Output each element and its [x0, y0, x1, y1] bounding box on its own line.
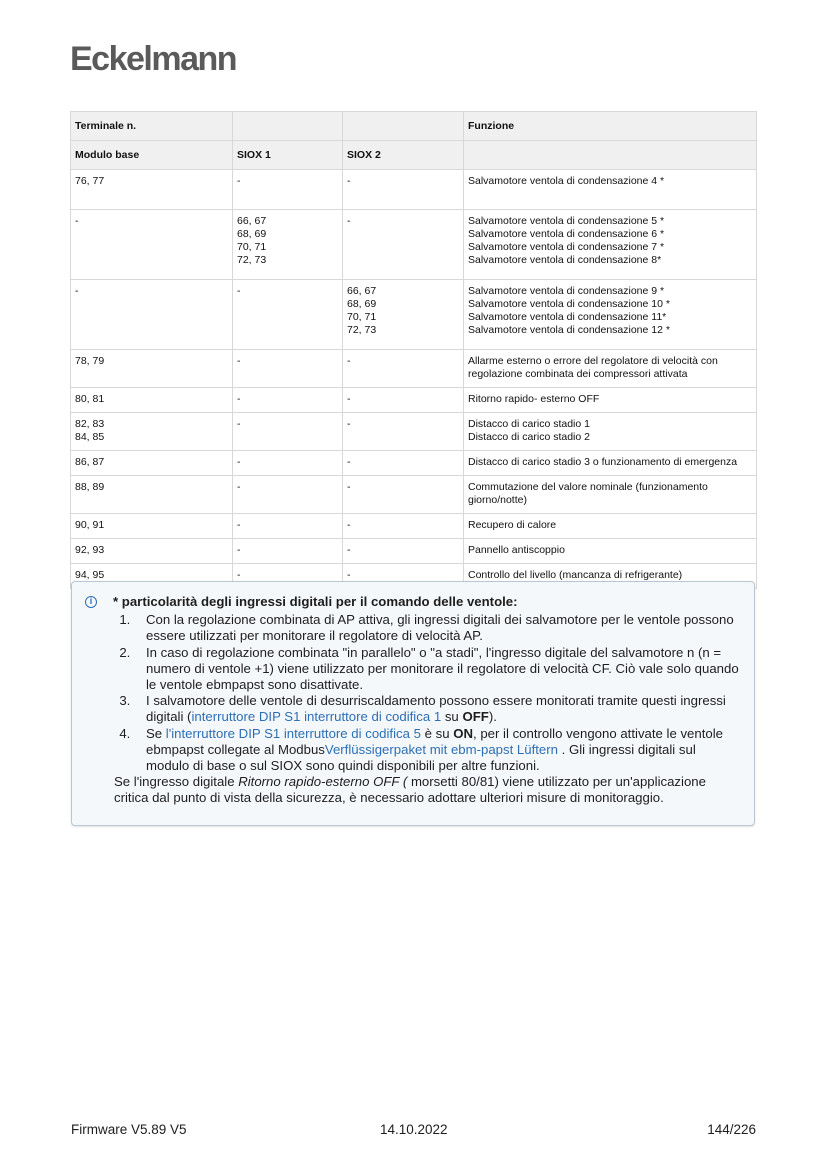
cell-line: Pannello antiscoppio	[468, 544, 565, 556]
cell-function	[464, 476, 757, 514]
footer-firmware: Firmware V5.89 V5	[71, 1122, 187, 1137]
cell-function	[464, 413, 757, 451]
cell-line: Salvamotore ventola di condensazione 10 *	[468, 298, 670, 310]
closing-text: Se l'ingresso digitale	[114, 774, 239, 790]
note-item-2-text: In caso di regolazione combinata "in parallelo" o "a stadi", l'ingresso digitale del salvamotore n (n = numero di ventole +1) viene utilizzato per monitorare il regolatore di velocità CF. Ciò vale solo quando le ventole ebmpapst sono disattivate.	[146, 644, 739, 693]
cell-line: -	[347, 519, 351, 531]
header-empty	[233, 112, 343, 141]
cell-line: giorno/notte)	[468, 494, 527, 506]
table-row	[71, 170, 757, 210]
cell-line: Controllo del livello (mancanza di refrigerante)	[468, 569, 683, 581]
condenser-package-link[interactable]: Verflüssigerpaket mit ebm-papst Lüftern	[324, 741, 558, 757]
note-item-3	[134, 693, 740, 725]
eckelmann-logo: Eckelmann	[70, 40, 237, 78]
cell-base-module	[71, 476, 233, 514]
note-item-4	[134, 726, 740, 775]
cell-line: Salvamotore ventola di condensazione 11*	[468, 311, 667, 323]
note-item-3-text: I salvamotore delle ventole di desurriscaldamento possono essere monitorati tramite questi ingressi digitali (	[146, 693, 726, 725]
cell-line: 70, 71	[237, 241, 267, 253]
cell-siox1	[233, 170, 343, 210]
cell-line: regolazione combinata dei compressori attivata	[468, 368, 688, 380]
table-row	[71, 350, 757, 388]
cell-line: -	[237, 544, 241, 556]
header-siox2: SIOX 2	[343, 141, 464, 170]
cell-line: 80, 81	[75, 393, 105, 405]
table-row	[71, 210, 757, 280]
off-label: OFF	[462, 709, 489, 725]
cell-line: 86, 87	[75, 456, 105, 468]
note-item-4-text: , per il controllo vengono attivate le ventole ebmpapst collegate al Modbus	[146, 725, 723, 757]
cell-siox1	[233, 539, 343, 564]
cell-base-module	[71, 388, 233, 413]
cell-line: -	[237, 285, 241, 297]
cell-function	[464, 388, 757, 413]
cell-line: -	[237, 393, 241, 405]
table-row	[71, 539, 757, 564]
cell-line: 78, 79	[75, 355, 105, 367]
cell-function	[464, 280, 757, 350]
cell-line: -	[347, 481, 351, 493]
cell-line: 90, 91	[75, 519, 105, 531]
cell-line: Distacco di carico stadio 1	[468, 418, 590, 430]
closing-text: morsetti 80/81) viene utilizzato per un'applicazione critica dal punto di vista della sicurezza, è necessario adottare ulteriori misure di monitoraggio.	[114, 774, 706, 806]
cell-base-module	[71, 350, 233, 388]
cell-siox1	[233, 280, 343, 350]
note-item-4-text: Se	[146, 725, 166, 741]
table-row	[71, 476, 757, 514]
cell-base-module	[71, 514, 233, 539]
cell-siox2	[343, 388, 464, 413]
header-empty	[464, 141, 757, 170]
cell-line: Distacco di carico stadio 3 o funzionamento di emergenza	[468, 456, 738, 468]
cell-line: 66, 67	[347, 285, 377, 297]
cell-siox2	[343, 476, 464, 514]
cell-siox1	[233, 350, 343, 388]
cell-siox1	[233, 210, 343, 280]
table-header-row	[71, 112, 757, 141]
cell-siox2	[343, 350, 464, 388]
cell-siox1	[233, 388, 343, 413]
cell-line: -	[237, 175, 241, 187]
info-note-box	[71, 581, 755, 826]
cell-line: 70, 71	[347, 311, 377, 323]
cell-siox2	[343, 514, 464, 539]
cell-base-module	[71, 280, 233, 350]
header-siox1: SIOX 1	[233, 141, 343, 170]
header-empty	[343, 112, 464, 141]
info-icon: i	[85, 596, 97, 608]
cell-base-module	[71, 170, 233, 210]
cell-siox1	[233, 413, 343, 451]
cell-base-module	[71, 413, 233, 451]
cell-function	[464, 514, 757, 539]
cell-line: -	[75, 285, 79, 297]
cell-siox1	[233, 451, 343, 476]
note-item-3-text: ).	[488, 709, 497, 725]
cell-line: -	[237, 481, 241, 493]
note-item-2	[134, 645, 740, 694]
cell-line: Ritorno rapido- esterno OFF	[468, 393, 600, 405]
cell-line: -	[347, 175, 351, 187]
cell-line: 66, 67	[237, 215, 267, 227]
cell-line: Salvamotore ventola di condensazione 4 *	[468, 175, 665, 187]
cell-line: -	[347, 355, 351, 367]
note-closing	[114, 774, 740, 806]
cell-line: 76, 77	[75, 175, 105, 187]
table-row	[71, 388, 757, 413]
cell-line: Salvamotore ventola di condensazione 7 *	[468, 241, 665, 253]
dip-switch-5-link[interactable]: l'interruttore DIP S1 interruttore di codifica 5	[165, 725, 421, 741]
cell-line: -	[237, 355, 241, 367]
cell-siox2	[343, 413, 464, 451]
cell-function	[464, 350, 757, 388]
cell-line: 94, 95	[75, 569, 105, 581]
cell-line: 82, 83	[75, 418, 105, 430]
cell-line: Recupero di calore	[468, 519, 557, 531]
terminal-table	[70, 111, 757, 589]
footer-date: 14.10.2022	[380, 1122, 448, 1137]
cell-line: Salvamotore ventola di condensazione 5 *	[468, 215, 665, 227]
cell-siox1	[233, 476, 343, 514]
on-label: ON	[453, 725, 473, 741]
cell-function	[464, 170, 757, 210]
table-row	[71, 413, 757, 451]
cell-line: -	[347, 544, 351, 556]
cell-line: 72, 73	[237, 254, 267, 266]
cell-line: Salvamotore ventola di condensazione 8*	[468, 254, 662, 266]
cell-line: -	[237, 456, 241, 468]
cell-siox2	[343, 210, 464, 280]
cell-function	[464, 451, 757, 476]
dip-switch-1-link[interactable]: interruttore DIP S1 interruttore di codifica 1	[191, 709, 442, 725]
note-item-4-text: . Gli ingressi digitali sul modulo di base o sul SIOX sono quindi disponibili per altre funzioni.	[146, 741, 696, 774]
cell-line: 72, 73	[347, 324, 377, 336]
table-subheader-row	[71, 141, 757, 170]
note-item-3-text: su	[441, 709, 463, 725]
note-item-4-text: è su	[420, 725, 454, 741]
header-function: Funzione	[464, 112, 757, 141]
header-base-module: Modulo base	[71, 141, 233, 170]
cell-line: -	[237, 569, 241, 581]
cell-line: -	[237, 519, 241, 531]
cell-siox2	[343, 539, 464, 564]
cell-line: -	[75, 215, 79, 227]
header-terminal: Terminale n.	[71, 112, 233, 141]
cell-line: -	[347, 393, 351, 405]
cell-line: -	[347, 215, 351, 227]
cell-base-module	[71, 451, 233, 476]
cell-line: 92, 93	[75, 544, 105, 556]
cell-line: Distacco di carico stadio 2	[468, 431, 590, 443]
table-row	[71, 514, 757, 539]
table-row	[71, 280, 757, 350]
note-item-1	[134, 612, 740, 644]
cell-line: 68, 69	[237, 228, 267, 240]
cell-siox1	[233, 514, 343, 539]
note-title: * particolarità degli ingressi digitali per il comando delle ventole:	[113, 594, 518, 609]
note-list	[86, 612, 740, 774]
cell-line: 88, 89	[75, 481, 105, 493]
cell-line: Commutazione del valore nominale (funzionamento	[468, 481, 708, 493]
cell-line: -	[347, 418, 351, 430]
cell-siox2	[343, 170, 464, 210]
cell-function	[464, 210, 757, 280]
cell-line: 68, 69	[347, 298, 377, 310]
footer-page-number: 144/226	[707, 1122, 756, 1137]
cell-line: Allarme esterno o errore del regolatore di velocità con	[468, 355, 718, 367]
cell-line: -	[347, 569, 351, 581]
table-row	[71, 451, 757, 476]
cell-line: Salvamotore ventola di condensazione 9 *	[468, 285, 665, 297]
cell-line: -	[237, 418, 241, 430]
cell-function	[464, 539, 757, 564]
cell-siox2	[343, 451, 464, 476]
cell-siox2	[343, 280, 464, 350]
cell-base-module	[71, 539, 233, 564]
note-item-1-text: Con la regolazione combinata di AP attiva, gli ingressi digitali dei salvamotore per le ventole possono essere utilizzati per monitorare il regolatore di velocità AP.	[146, 612, 734, 644]
cell-base-module	[71, 210, 233, 280]
cell-line: -	[347, 456, 351, 468]
cell-line: Salvamotore ventola di condensazione 12 *	[468, 324, 670, 336]
cell-line: 84, 85	[75, 431, 105, 443]
cell-line: Salvamotore ventola di condensazione 6 *	[468, 228, 665, 240]
closing-italic: Ritorno rapido-esterno OFF (	[238, 774, 408, 790]
